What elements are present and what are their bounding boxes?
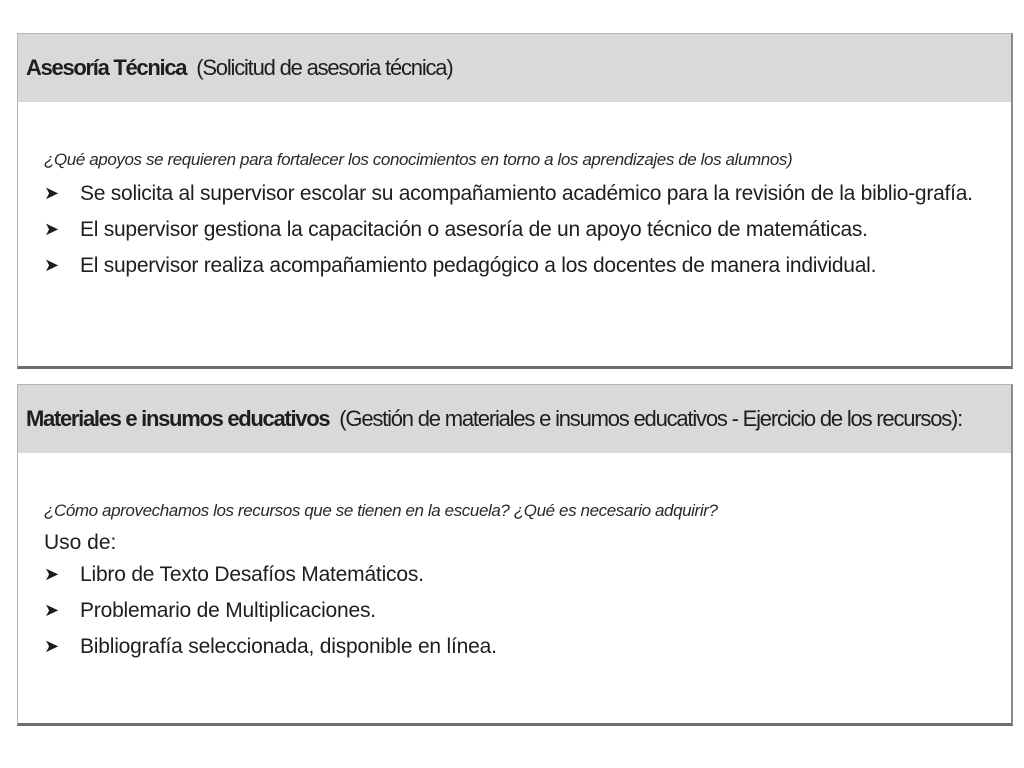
arrow-bullet-icon: ➤ [44,219,59,239]
section-body [18,102,1011,279]
arrow-bullet-icon: ➤ [44,564,59,584]
list-item [44,252,995,279]
intro-label: Uso de: [44,531,117,554]
list-item-text: Problemario de Multiplicaciones. [80,599,376,622]
list-item [44,597,995,624]
section-body [18,453,1011,660]
section-asesoria-tecnica [17,33,1013,369]
section-subtitle: (Solicitud de asesoria técnica) [196,55,453,80]
list-item [44,180,995,207]
section-materiales-insumos [17,384,1013,726]
guiding-question: ¿Cómo aprovechamos los recursos que se tienen en la escuela? ¿Qué es necesario adquirir? [44,501,718,520]
list-item-text: El supervisor gestiona la capacitación o asesoría de un apoyo técnico de matemáticas. [80,218,868,241]
bullet-list [44,561,995,660]
arrow-bullet-icon: ➤ [44,600,59,620]
list-item-text: Bibliografía seleccionada, disponible en línea. [80,635,497,658]
list-item [44,561,995,588]
arrow-bullet-icon: ➤ [44,636,59,656]
section-subtitle: (Gestión de materiales e insumos educativos - Ejercicio de los recursos): [339,406,963,431]
section-header [18,34,1011,102]
guiding-question: ¿Qué apoyos se requieren para fortalecer los conocimientos en torno a los aprendizajes de los alumnos) [44,150,793,169]
list-item [44,216,995,243]
list-item-text: El supervisor realiza acompañamiento pedagógico a los docentes de manera individual. [80,254,877,277]
section-title: Asesoría Técnica [26,55,187,80]
list-item-text: Libro de Texto Desafíos Matemáticos. [80,563,424,586]
list-item-text: Se solicita al supervisor escolar su acompañamiento académico para la revisión de la biblio-grafía. [80,182,973,205]
bullet-list [44,180,995,279]
section-header [18,385,1011,453]
list-item [44,633,995,660]
section-title: Materiales e insumos educativos [26,406,330,431]
arrow-bullet-icon: ➤ [44,255,59,275]
arrow-bullet-icon: ➤ [44,183,59,203]
